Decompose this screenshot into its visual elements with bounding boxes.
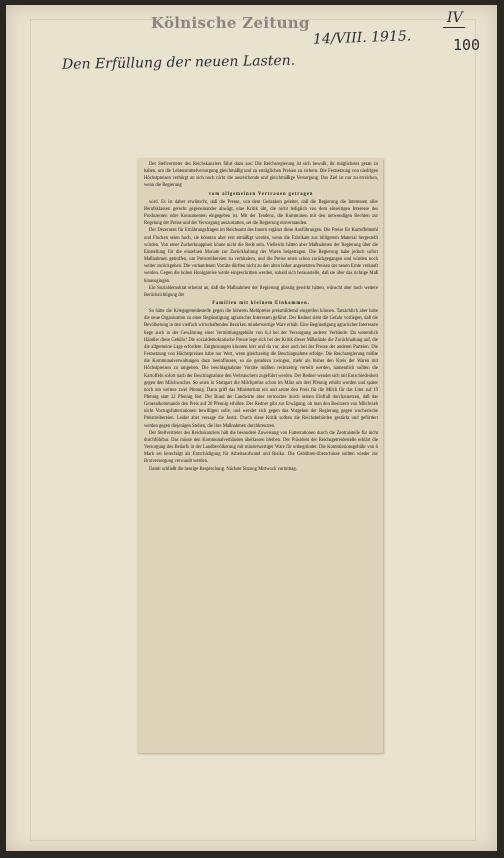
handwritten-date: 14/VIII. 1915. xyxy=(312,28,412,48)
clipping-paragraph: Der Stellvertreter des Reichskanzlers hält die besondere Zuweisung von Futterrationen durch die Zentralstelle für nicht durchführbar. Das müsse den Kommunalverbänden überlassen bleiben. Der Präsident der Reichsgetreidestelle erklärt die Versorgung des Bedarfs in der Landbevölkerung mit minderwertiger Ware für unbegründet. Die Kommissionsgebühr von 6 Mark sei berechtigt als Entschädigung für Arbeitsaufwand und Risiko. Die Gebühren-überschüsse sollten wieder zur Brotversorgung verwandt werden. xyxy=(144,430,378,465)
clipping-paragraph: wird. Es ist daher erwünscht, daß die Presse, von dem Gedanken geleitet, daß die Regierung die Interessen aller Berufsklassen gerecht gegeneinander abwägt, eine Kritik übt, die nicht lediglich von dem einseitigen Interesse des Produzenten oder Konsumenten eingegeben ist. Mit der Tendenz, die Kommunen mit den notwendigen Rechten zur Regelung der Preise und der Versorgung auszustatten, sei die Regierung einverstanden. xyxy=(144,199,378,227)
newspaper-clipping xyxy=(137,158,383,753)
clipping-paragraph: Ein Sozialdemokrat erkennt an, daß die Maßnahmen der Regierung günstig gewirkt hätten, wünscht aber noch weitere Berücksichtigung der xyxy=(144,285,378,298)
newspaper-title: Kölnische Zeitung xyxy=(151,14,310,32)
clipping-paragraph: So hätte die Kriegsgetreidestelle gegen die höheren Mehlpreise preismildernd eingreifen können. Tatsächlich aber habe die neue Organisation zu einer Begünstigung agrarischer Interessen geführt. Der Redner sieht die Gefahr vorliegen, daß die Bevölkerung in den vielfach wirtschaftenden Bezirken minderwertige Ware erhält. Eine Begünstigung agrarischer Interessen liege auch in der Gewährung einer Vermittlungsgebühr von 6,4 bei der Versorgung anderer Verbände. Da wesentlich Händler diese Gebühr! Die sozialdemokratische Presse lege sich bei der Kritik dieser Mißstände die Zurückhaltung auf, die die allgemeine Lage erfordere. Entgleisungen könnten hier und da vor, aber auch bei der Presse der anderen Parteien. Die Festsetzung von Höchstpreisen habe nur Wert, wenn gleichzeitig die Beschlagnahme erfolge. Die Reichsregierung müßte die Kommunalverwaltungen dazu beeinflussen, so sie geradezu zwingen, mehr als bisher den Kreis der Waren mit Höchstpreisen zu umgeben. Die beschlagnahmte Vorräte müßten rechtzeitig verteilt werden, namentlich sollten die Kartoffeln sofort nach der Beschlagnahme den Verbrauchern zugeführt werden. Der Redner wendet sich mit Entschiedenheit gegen den Milchwucher. So seien in Stuttgart die Milchpreise schon im März um drei Pfennig erhöht worden und später noch um weitere zwei Pfennig. Dann griff das Ministerium ein und setzte den Preis für die Milch für das Liter auf 19 Pfennig statt 22 Pfennig fest. Der Bund der Landwirte aber vermochte durch seinen Einfluß durchzusetzen, daß das Generalkommando den Preis auf 20 Pfennig erhöhte. Der Redner gibt zur Erwägung, ob man den Besitzern von Milchvieh nicht Vorzugsfutterrationen bewilligen solle, und wendet sich gegen das Vorgehen der Regierung gegen wucherische Preistreibereien. Leider aber versage die Justiz. Durch diese Kritik sollten die Reichsbehörden gestärkt und gefördert werden gegen diejenigen Stellen, die ihre Maßnahmen durchkreuzten. xyxy=(144,309,378,429)
clipping-text xyxy=(137,158,383,473)
roman-numeral-mark: IV xyxy=(447,10,463,26)
page-number: 100 xyxy=(453,36,481,54)
clipping-paragraph: Damit schließt die heutige Besprechung. Nächste Sitzung Mittwoch vormittag. xyxy=(149,466,297,472)
clipping-paragraph: Der Dezernent für Ernährungsfragen im Reichsamt des Innern ergänzt diese Ausführungen. Die Preise für Kartoffelmehl und Flocken seien hoch, sie könnten aber erst ermäßigt werden, wenn die Fabrikate aus billigerem Material hergestellt würden. Von einer Zuckerknappheit könne nicht die Rede sein. Vielleicht hätten aber Maßnahmen der Regierung über die Einstellung für die einzelnen Monate zur Zurückhaltung der Waren beigetragen. Die Regierung habe jedoch sofort Maßnahmen getroffen, um Preistreibereien zu verhindern, und die Preise seien schon zurückgegangen und würden noch weiter zurückgehen. Die vorhandenen Vorräte dürften nicht zu den alten höher angesetzten Preisen der neuen Ernte verkauft werden. Gegen die hohen Honigpreise werde eingeschritten werden, sobald sich herausstelle, daß sie über das richtige Maß hinausgingen. xyxy=(144,228,378,284)
clipping-heading: Familien mit kleinem Einkommen. xyxy=(212,300,310,306)
clipping-paragraph: Der Stellvertreter des Reichskanzlers führt dazu aus: Die Reichsregierung ist sich bewußt, ihr möglichstes getan zu haben, um die Lebensmittelversorgung gleichmäßig und zu erträglichen Preisen zu sichern. Die Festsetzung von niedrigen Höchstpreisen verbürgt an sich noch nicht die ausreichende und gleichmäßige Versorgung. Das Ziel ist nur zu erreichen, wenn die Regierung xyxy=(144,162,378,189)
handwritten-note: Den Erfüllung der neuen Lasten. xyxy=(61,52,296,73)
clipping-heading: vom allgemeinen Vertrauen getragen xyxy=(208,191,314,197)
